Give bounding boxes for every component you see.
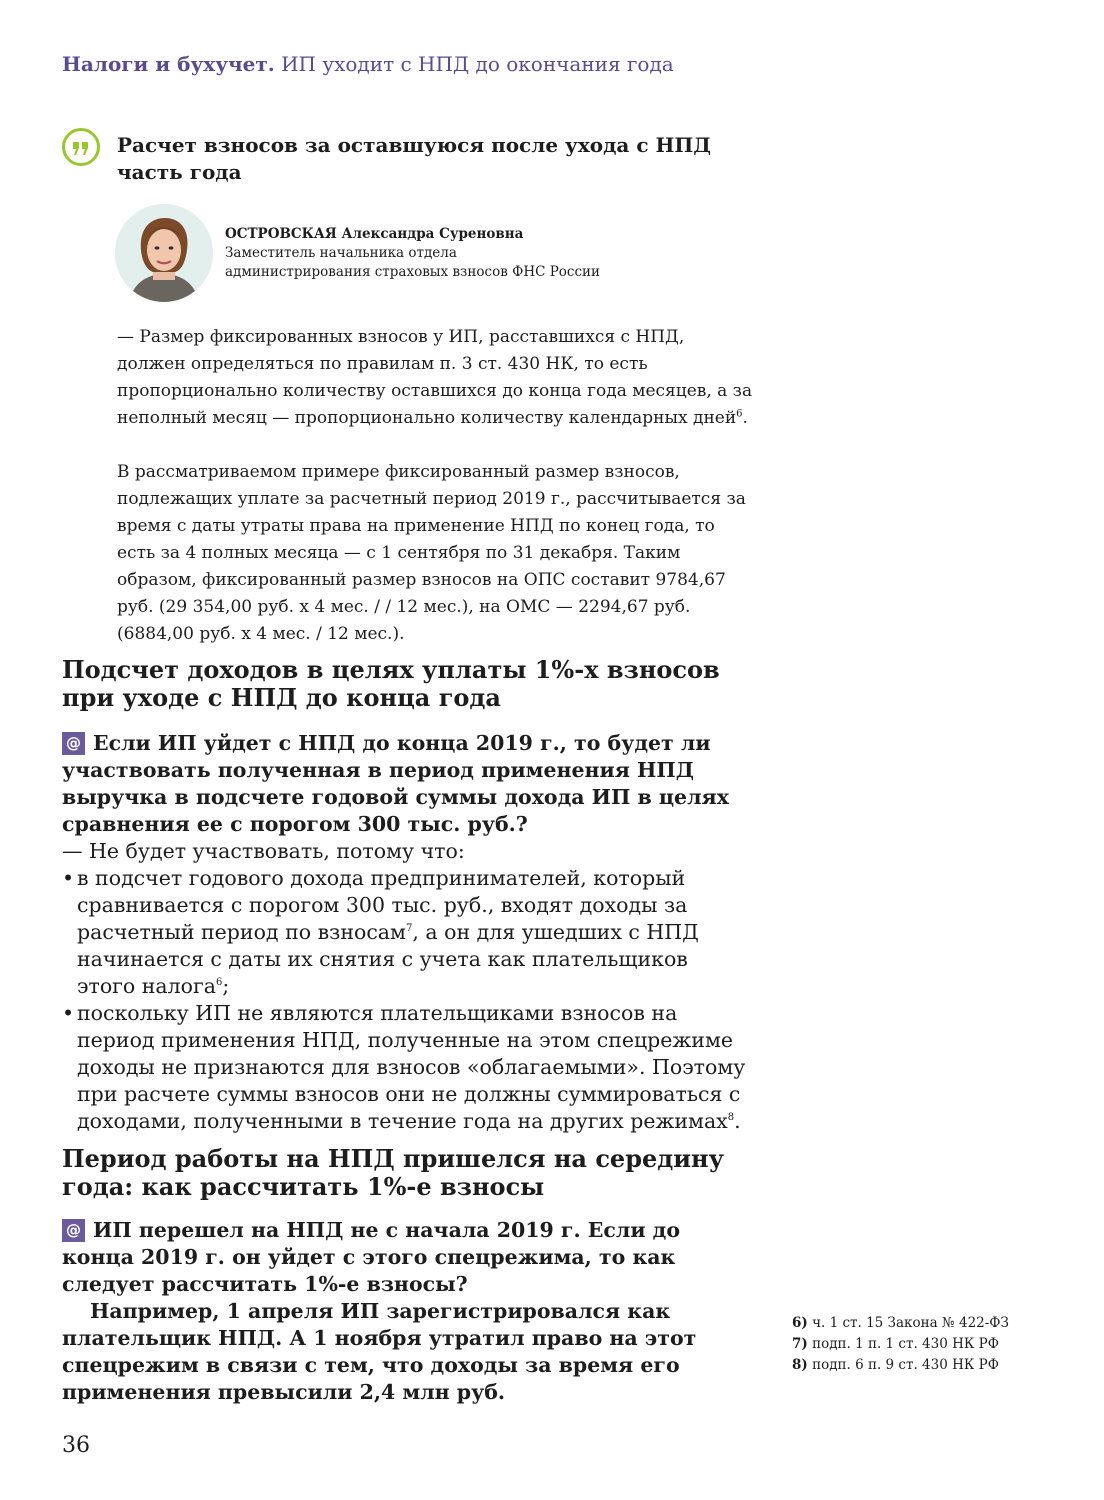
footnote-item: 7) подп. 1 п. 1 ст. 430 НК РФ (792, 1336, 999, 1352)
question-2-text: ИП перешел на НПД не с начала 2019 г. Если до конца 2019 г. он уйдет с этого спецрежима, то как следует рассчитать 1%-е взносы? (62, 1218, 680, 1296)
quote-title: Расчет взносов за оставшуюся после ухода с НПД часть года (117, 133, 712, 184)
footnotes (792, 1313, 1092, 1376)
footnote-item: 6) ч. 1 ст. 15 Закона № 422-ФЗ (792, 1315, 1009, 1331)
list-item: • поскольку ИП не являются плательщиками взносов на период применения НПД, полученные на этом спецрежиме доходы не признаются для взносов «облагаемыми». Поэтому при расчете суммы взносов они не должны суммироваться с доходами, полученными в течение года на других режимах$^8$. (62, 1001, 746, 1133)
question-2-example: Например, 1 апреля ИП зарегистрировался как плательщик НПД. А 1 ноября утратил право на этот спецрежим в связи с тем, что доходы за время его применения превысили 2,4 млн руб. (62, 1299, 697, 1404)
section-heading-income: Подсчет доходов в целях уплаты 1%-х взносов при уходе с НПД до конца года (62, 655, 720, 712)
question-1-text: Если ИП уйдет с НПД до конца 2019 г., то будет ли участвовать полученная в период применения НПД выручка в подсчете годовой суммы дохода ИП в целях сравнения ее с порогом 300 тыс. руб.? (62, 731, 729, 836)
footnote-ref: 8 (727, 1112, 735, 1124)
expert-name: ОСТРОВСКАЯ Александра Суреновна (225, 226, 524, 242)
quote-paragraph-1-text: — Размер фиксированных взносов у ИП, расставшихся с НПД, должен определяться по правилам п. 3 ст. 430 НК, то есть пропорционально количеству оставшихся до конца года месяцев, а за неполный месяц — пропорционально количеству календарных дней (117, 327, 753, 428)
footnote-ref: 6 (736, 408, 743, 420)
question-1 (62, 730, 752, 838)
running-head (62, 52, 674, 76)
bullet-icon: • (62, 1001, 75, 1025)
section-name: Налоги и бухучет. (62, 52, 275, 76)
answer-intro: — Не будет участвовать, потому что: (62, 839, 465, 863)
page-number: 36 (62, 1433, 90, 1458)
expert-position: Заместитель начальника отдела администрирования страховых взносов ФНС России (225, 245, 601, 280)
bullet-icon: • (62, 866, 75, 890)
answer-list (62, 865, 752, 1135)
list-item: • в подсчет годового дохода предпринимателей, который сравнивается с порогом 300 тыс. руб., входят доходы за расчетный период по взносам$^7$, а он для ушедших с НПД начинается с даты их снятия с учета как плательщиков этого налога$^6$; (62, 866, 699, 998)
footnote-ref: 6 (215, 977, 223, 989)
footnote-ref: 7 (405, 923, 413, 935)
quote-paragraph-1 (117, 324, 757, 432)
quote-icon (62, 128, 100, 166)
question-2 (62, 1217, 752, 1298)
quote-paragraph-2: В рассматриваемом примере фиксированный размер взносов, подлежащих уплате за расчетный период 2019 г., рассчитывается за время с даты утраты права на применение НПД по конец года, то есть за 4 полных месяца — с 1 сентября по 31 декабря. Таким образом, фиксированный размер взносов на ОПС составит 9784,67 руб. (29 354,00 руб. х 4 мес. / / 12 мес.), на ОМС — 2294,67 руб. (6884,00 руб. х 4 мес. / 12 мес.). (117, 462, 746, 644)
footnote-item: 8) подп. 6 п. 9 ст. 430 НК РФ (792, 1357, 999, 1373)
article-title: ИП уходит с НПД до окончания года (281, 52, 674, 76)
at-icon: @ (62, 732, 85, 755)
section-heading-period: Период работы на НПД пришелся на середину года: как рассчитать 1%-е взносы (62, 1144, 724, 1201)
quote-paragraph-1-end: . (742, 408, 748, 428)
avatar (115, 204, 213, 302)
at-icon: @ (62, 1219, 85, 1242)
